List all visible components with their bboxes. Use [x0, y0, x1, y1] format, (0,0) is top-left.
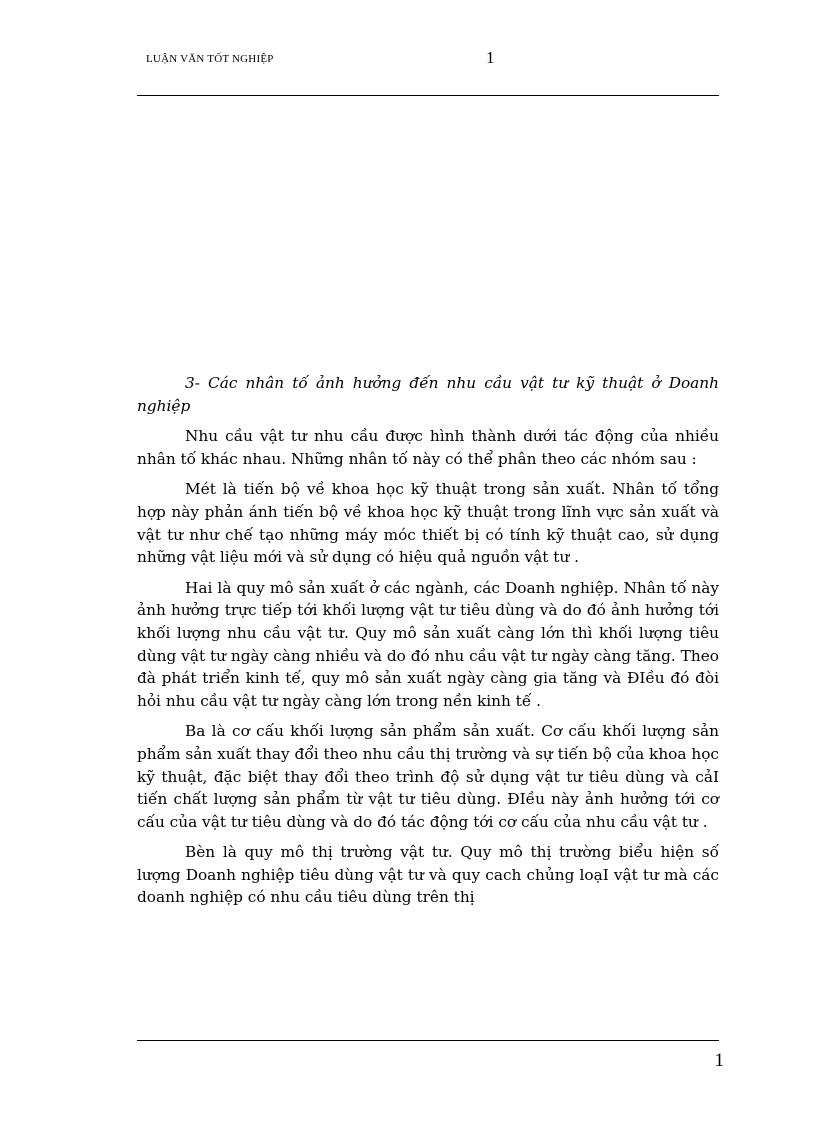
- paragraph: Hai là quy mô sản xuất ở các ngành, các Doanh nghiệp. Nhân tố này ảnh hưởng trực tiếp tới khối lượng vật tư tiêu dùng và do đó ảnh hưởng tới khối lượng nhu cầu vật tư. Quy mô sản xuất càng lớn thì khối lượng tiêu dùng vật tư ngày càng nhiều và do đó nhu cầu vật tư ngày càng tăng. Theo đà phát triển kinh tế, quy mô sản xuất ngày càng gia tăng và ĐIều đó đòi hỏi nhu cầu vật tư ngày càng lớn trong nền kinh tế .: [137, 578, 719, 710]
- paragraph: Bèn là quy mô thị trường vật tư. Quy mô thị trường biểu hiện số lượng Doanh nghiệp tiêu dùng vật tư và quy cach chủng loạI vật tư mà các doanh nghiệp có nhu cầu tiêu dùng trên thị: [137, 843, 719, 907]
- header-rule: [137, 95, 719, 96]
- header-title: LUẬN VĂN TỐT NGHIỆP: [146, 53, 274, 65]
- paragraph: Mét là tiến bộ về khoa học kỹ thuật trong sản xuất. Nhân tố tổng hợp này phản ánh tiến bộ về khoa học kỹ thuật trong lĩnh vực sản xuất và vật tư như chế tạo những máy móc thiết bị có tính kỹ thuật cao, sử dụng những vật liệu mới và sử dụng có hiệu quả nguồn vật tư .: [137, 480, 719, 567]
- footer-rule: [137, 1040, 719, 1041]
- document-body: [137, 372, 719, 917]
- paragraph: Ba là cơ cấu khối lượng sản phẩm sản xuất. Cơ cấu khối lượng sản phẩm sản xuất thay đổi theo nhu cầu thị trường và sự tiến bộ của khoa học kỹ thuật, đặc biệt thay đổi theo trình độ sử dụng vật tư tiêu dùng và cảI tiến chất lượng sản phẩm từ vật tư tiêu dùng. ĐIều này ảnh hưởng tới cơ cấu của vật tư tiêu dùng và do đó tác động tới cơ cấu của nhu cầu vật tư .: [137, 722, 719, 831]
- header-page-number: 1: [486, 48, 495, 67]
- paragraph: Nhu cầu vật tư nhu cầu được hình thành dưới tác động của nhiều nhân tố khác nhau. Những nhân tố này có thể phân theo các nhóm sau :: [137, 427, 719, 468]
- section-heading: 3- Các nhân tố ảnh hưởng đến nhu cầu vật tư kỹ thuật ở Doanh nghiệp: [137, 374, 719, 415]
- footer-page-number: 1: [714, 1050, 724, 1071]
